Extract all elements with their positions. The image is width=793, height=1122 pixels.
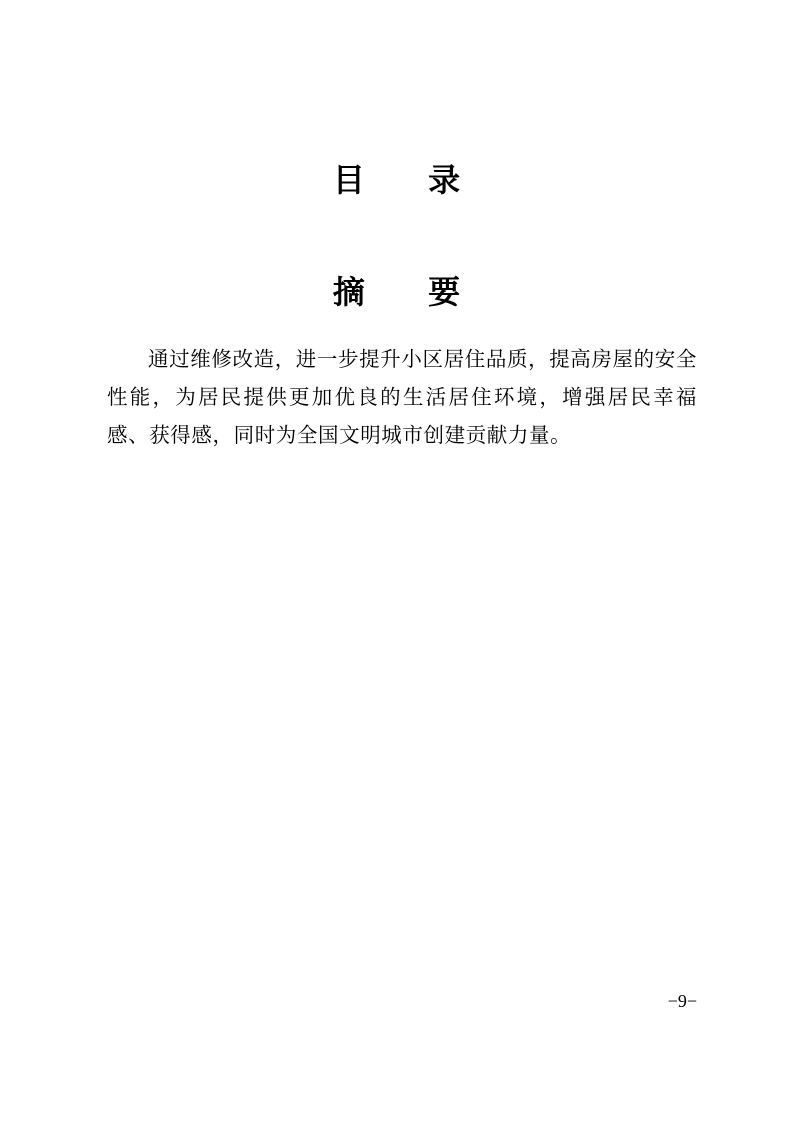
abstract-title: 摘 要 — [332, 273, 487, 311]
page-number: −9− — [667, 991, 697, 1011]
abstract-paragraph: 通过维修改造，进一步提升小区居住品质，提高房屋的安全性能，为居民提供更加优良的生活居住环境，增强居民幸福感、获得感，同时为全国文明城市创建贡献力量。 — [107, 347, 697, 447]
table-of-contents-title: 目 录 — [332, 161, 487, 199]
